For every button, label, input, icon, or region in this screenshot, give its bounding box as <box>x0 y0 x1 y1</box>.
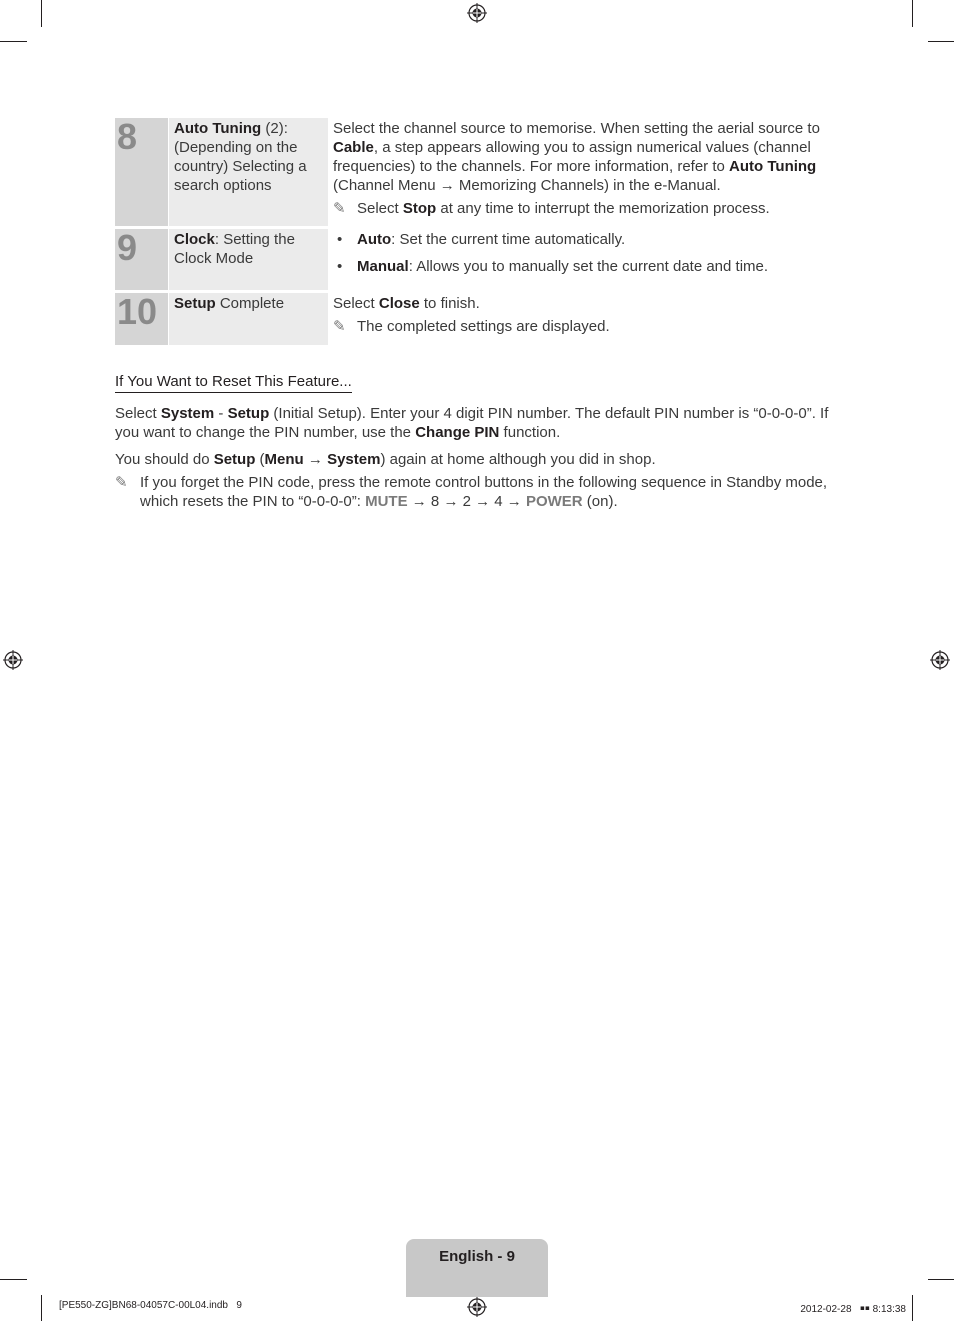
note-text <box>140 473 835 511</box>
step-title-bold: Setup <box>174 295 216 312</box>
text-run: : Set the current time automatically. <box>391 231 626 248</box>
text-run: → 8 → 2 → 4 → <box>407 493 526 510</box>
pencil-note-icon: ✎ <box>115 474 128 491</box>
step-row-10 <box>115 293 835 345</box>
text-bold: System <box>327 451 381 468</box>
step-number: 9 <box>115 229 168 290</box>
step-number: 10 <box>115 293 168 345</box>
crop-mark <box>912 0 913 27</box>
crop-mark <box>928 41 954 42</box>
text-bold: Auto <box>357 231 392 248</box>
footer-datetime: 2012-02-28 ￭￭ 8:13:38 <box>800 1304 906 1315</box>
text-run: → <box>303 451 328 468</box>
step-title <box>169 229 328 290</box>
step-title-text: (2): (Depending on the country) Selecting a search options <box>174 120 307 194</box>
text-run: at any time to interrupt the memorization process. <box>436 200 770 217</box>
footer-file-name: [PE550-ZG]BN68-04057C-00L04.indb 9 <box>59 1300 242 1311</box>
text-run: to finish. <box>419 295 480 312</box>
text-run: Select <box>115 405 161 422</box>
text-run: Select the channel source to memorise. When setting the aerial source to <box>333 120 820 137</box>
text-bold: Menu <box>264 451 304 468</box>
step-title <box>169 293 328 345</box>
text-bold: Auto Tuning <box>729 158 817 175</box>
text-run: , a step appears allowing you to assign numerical values (channel frequencies) to the channels. For more information, refer to <box>333 139 811 175</box>
registration-mark-icon <box>3 650 23 670</box>
text-run: (on). <box>582 493 618 510</box>
text-bold: Setup <box>213 451 256 468</box>
text-run: : Allows you to manually set the current date and time. <box>408 258 769 275</box>
pencil-note-icon: ✎ <box>333 318 346 335</box>
crop-mark <box>0 1279 27 1280</box>
crop-mark <box>928 1279 954 1280</box>
step-number: 8 <box>115 118 168 226</box>
remote-key-label: MUTE <box>365 493 408 510</box>
text-bold: Manual <box>357 258 409 275</box>
text-bold: Change PIN <box>415 424 500 441</box>
step-description-text <box>333 119 835 195</box>
paragraph <box>115 450 835 469</box>
step-description <box>328 118 835 226</box>
note-text <box>357 199 770 218</box>
registration-mark-icon <box>930 650 950 670</box>
paragraph <box>115 404 835 442</box>
text-bold: Cable <box>333 139 374 156</box>
bullet-item <box>333 230 835 249</box>
text-bold: Stop <box>402 200 437 217</box>
text-run: (Initial Setup). Enter your 4 digit PIN number. The default PIN number is “0-0-0-0”. If you want to change the PIN number, use the <box>115 405 829 441</box>
note <box>115 473 835 511</box>
text-run: Select <box>357 200 403 217</box>
remote-key-label: POWER <box>525 493 583 510</box>
text-run: You should do <box>115 451 214 468</box>
crop-mark <box>912 1295 913 1321</box>
registration-mark-icon <box>467 3 487 23</box>
step-description-text <box>333 294 835 313</box>
pencil-note-icon: ✎ <box>333 200 346 217</box>
step-title-text: : Setting the Clock Mode <box>174 231 295 267</box>
step-row-9 <box>115 229 835 290</box>
step-description <box>328 229 835 290</box>
section-heading: If You Want to Reset This Feature... <box>115 372 352 393</box>
step-description <box>328 293 835 345</box>
reset-section <box>115 372 835 511</box>
step-title <box>169 118 328 226</box>
setup-steps-table <box>115 118 835 348</box>
step-title-text: Complete <box>215 295 285 312</box>
step-title-bold: Clock <box>174 231 215 248</box>
note-text: The completed settings are displayed. <box>357 318 610 335</box>
crop-mark <box>41 1295 42 1321</box>
bullet-icon: • <box>337 258 343 275</box>
text-run: If you forget the PIN code, press the remote control buttons in the following sequence in Standby mode, which resets the PIN to “0-0-0-0”: <box>140 474 828 510</box>
text-run: ( <box>255 451 265 468</box>
step-title-bold: Auto Tuning <box>174 120 262 137</box>
text-bold: Setup <box>227 405 270 422</box>
note <box>333 317 835 336</box>
step-row-8 <box>115 118 835 226</box>
bullet-text <box>357 257 768 276</box>
text-run: function. <box>499 424 561 441</box>
crop-mark <box>0 41 27 42</box>
bullet-icon: • <box>337 231 343 248</box>
page-number-tab: English - 9 <box>406 1239 548 1297</box>
text-bold: Close <box>378 295 420 312</box>
text-run: ) again at home although you did in shop. <box>380 451 656 468</box>
text-run: (Channel Menu → Memorizing Channels) in the e-Manual. <box>333 177 721 194</box>
registration-mark-icon <box>467 1297 487 1317</box>
text-run: Select <box>333 295 379 312</box>
bullet-text <box>357 230 625 249</box>
text-bold: System <box>160 405 215 422</box>
crop-mark <box>41 0 42 27</box>
text-run: - <box>214 405 228 422</box>
note <box>333 199 835 218</box>
bullet-item <box>333 257 835 276</box>
